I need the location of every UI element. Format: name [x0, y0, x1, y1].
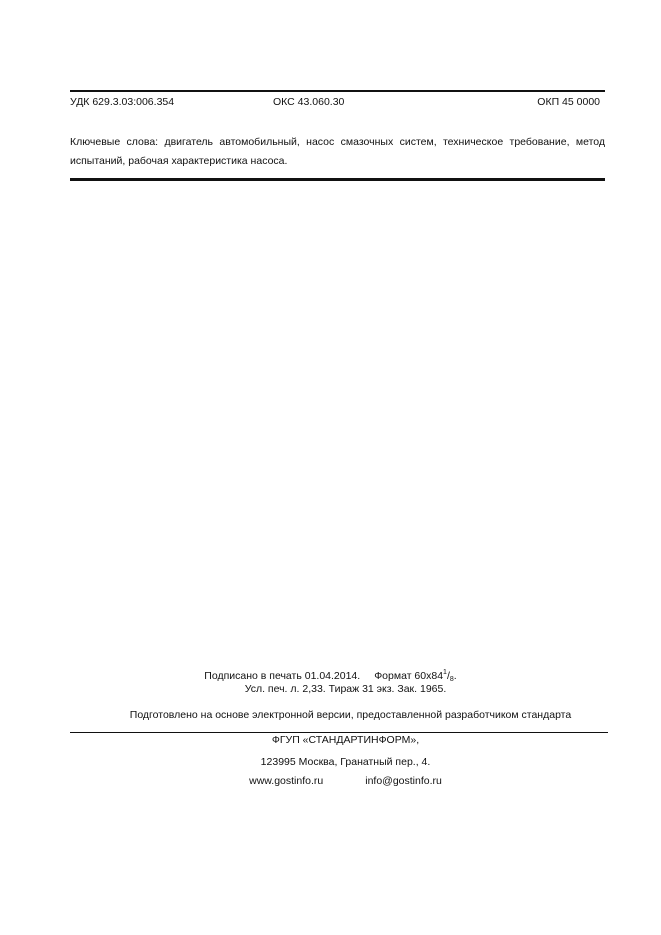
- udk-code: УДК 629.3.03:006.354: [70, 96, 175, 108]
- format-numerator: 1: [443, 669, 447, 676]
- signed-line: [0, 669, 661, 683]
- format-separator: /: [446, 670, 450, 682]
- signed-date: Подписано в печать 01.04.2014.: [204, 670, 361, 682]
- keywords-paragraph: Ключевые слова: двигатель автомобильный, насос смазочных систем, техническое требование, метод испытаний, рабочая характеристика насоса.: [70, 136, 605, 167]
- classification-codes: [70, 96, 600, 110]
- print-run-line: Усл. печ. л. 2,33. Тираж 31 экз. Зак. 1965.: [244, 683, 447, 695]
- paper-format: [374, 670, 456, 682]
- publisher-address: 123995 Москва, Гранатный пер., 4.: [260, 756, 431, 768]
- format-denominator: 8: [449, 676, 454, 683]
- top-rule: [70, 90, 605, 92]
- email-link[interactable]: info@gostinfo.ru: [365, 775, 442, 787]
- keywords-bottom-rule: [70, 178, 605, 181]
- imprint-rule: [70, 732, 608, 733]
- okp-code: ОКП 45 0000: [537, 96, 600, 108]
- oks-code: ОКС 43.060.30: [273, 96, 345, 108]
- publisher-name: ФГУП «СТАНДАРТИНФОРМ»,: [271, 734, 420, 746]
- website-link[interactable]: www.gostinfo.ru: [249, 775, 324, 787]
- format-prefix: Формат 60x84: [374, 670, 444, 682]
- prepared-note: Подготовлено на основе электронной версии, предоставленной разработчиком стандарта: [129, 709, 572, 721]
- format-suffix: .: [453, 670, 457, 682]
- contact-line: [15, 775, 661, 787]
